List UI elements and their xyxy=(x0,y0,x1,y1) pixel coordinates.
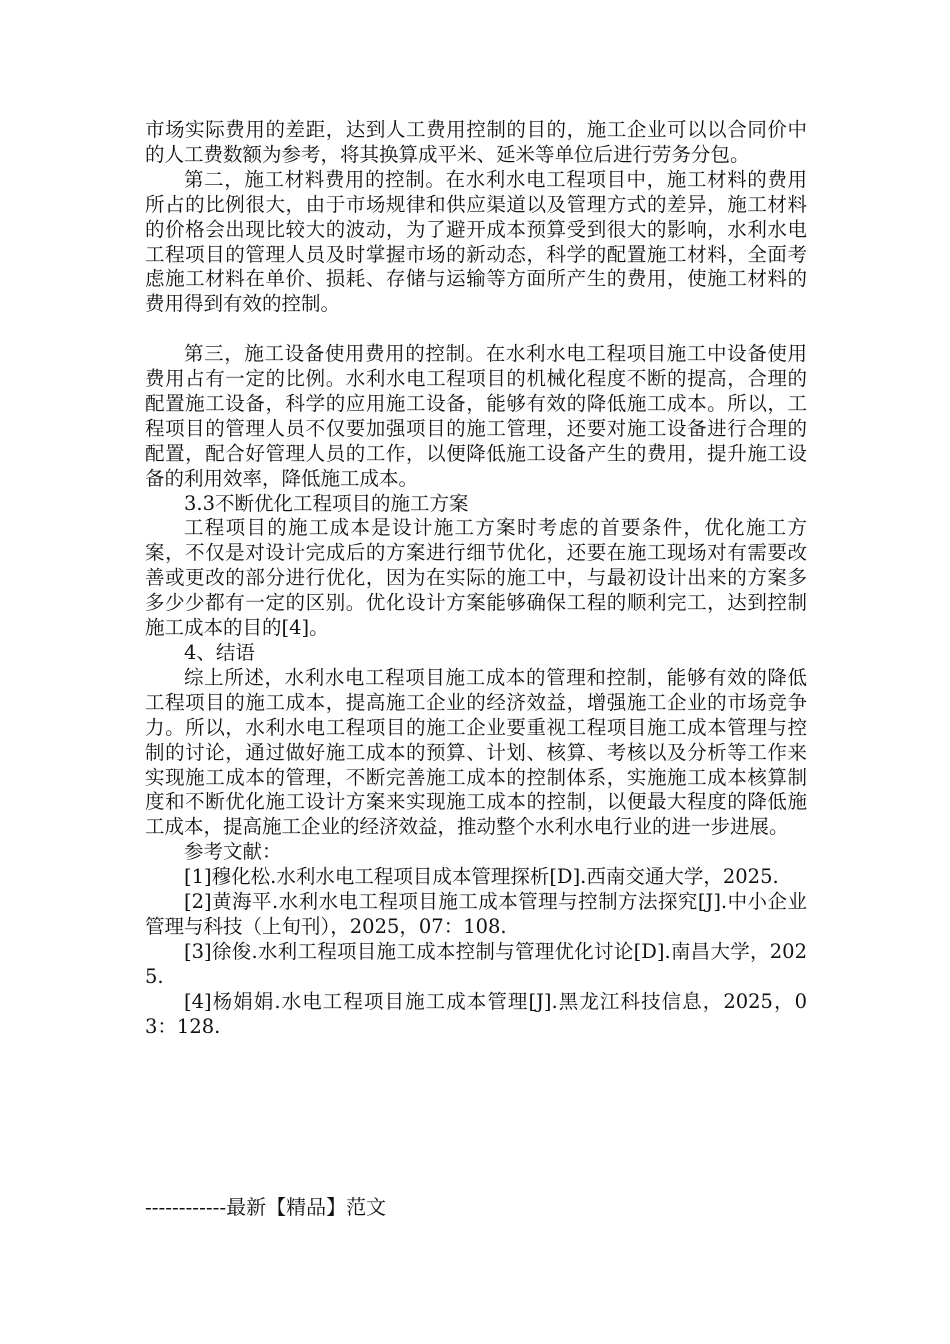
footer-label: ------------最新【精品】范文 xyxy=(145,1195,387,1219)
paragraph-material-cost: 第二，施工材料费用的控制。在水利水电工程项目中，施工材料的费用所占的比例很大，由于市场规律和供应渠道以及管理方式的差异，施工材料的价格会出现比较大的波动，为了避开成本预算受到很大的影响，水利水电工程项目的管理人员及时掌握市场的新动态，科学的配置施工材料，全面考虑施工材料在单价、损耗、存储与运输等方面所产生的费用，使施工材料的费用得到有效的控制。 xyxy=(145,167,807,316)
reference-item-4: [4]杨娟娟.水电工程项目施工成本管理[J].黑龙江科技信息，2025，03：128. xyxy=(145,989,807,1038)
paragraph-construction-plan: 工程项目的施工成本是设计施工方案时考虑的首要条件，优化施工方案，不仅是对设计完成后的方案进行细节优化，还要在施工现场对有需要改善或更改的部分进行优化，因为在实际的施工中，与最初设计出来的方案多多少少都有一定的区别。优化设计方案能够确保工程的顺利完工，达到控制施工成本的目的[4]。 xyxy=(145,516,807,640)
reference-item-1: [1]穆化松.水利水电工程项目成本管理探析[D].西南交通大学，2025. xyxy=(184,865,779,889)
reference-item-3: [3]徐俊.水利工程项目施工成本控制与管理优化讨论[D].南昌大学，2025. xyxy=(145,939,807,988)
references-heading: 参考文献： xyxy=(184,840,282,864)
paragraph-equipment-cost: 第三，施工设备使用费用的控制。在水利水电工程项目施工中设备使用费用占有一定的比例。水利水电工程项目的机械化程度不断的提高，合理的配置施工设备，科学的应用施工设备，能够有效的降低施工成本。所以，工程项目的管理人员不仅要加强项目的施工管理，还要对施工设备进行合理的配置，配合好管理人员的工作，以便降低施工设备产生的费用，提升施工设备的利用效率，降低施工成本。 xyxy=(145,342,807,490)
section-heading-3-3: 3.3不断优化工程项目的施工方案 xyxy=(184,491,469,515)
paragraph-gap xyxy=(145,317,807,342)
reference-item-2: [2]黄海平.水利水电工程项目施工成本管理与控制方法探究[J].中小企业管理与科技（上旬刊），2025，07：108. xyxy=(145,890,807,938)
paragraph-conclusion: 综上所述，水利水电工程项目施工成本的管理和控制，能够有效的降低工程项目的施工成本，提高施工企业的经济效益，增强施工企业的市场竞争力。所以，水利水电工程项目的施工企业要重视工程项目施工成本管理与控制的讨论，通过做好施工成本的预算、计划、核算、考核以及分析等工作来实现施工成本的管理，不断完善施工成本的控制体系，实施施工成本核算制度和不断优化施工设计方案来实现施工成本的控制，以便最大程度的降低施工成本，提高施工企业的经济效益，推动整个水利水电行业的进一步进展。 xyxy=(145,665,807,839)
document-body xyxy=(145,118,807,1040)
paragraph-labor-cost-continued: 市场实际费用的差距，达到人工费用控制的目的，施工企业可以以合同价中的人工费数额为参考，将其换算成平米、延米等单位后进行劳务分包。 xyxy=(145,118,807,166)
section-heading-conclusion: 4、结语 xyxy=(184,641,255,665)
